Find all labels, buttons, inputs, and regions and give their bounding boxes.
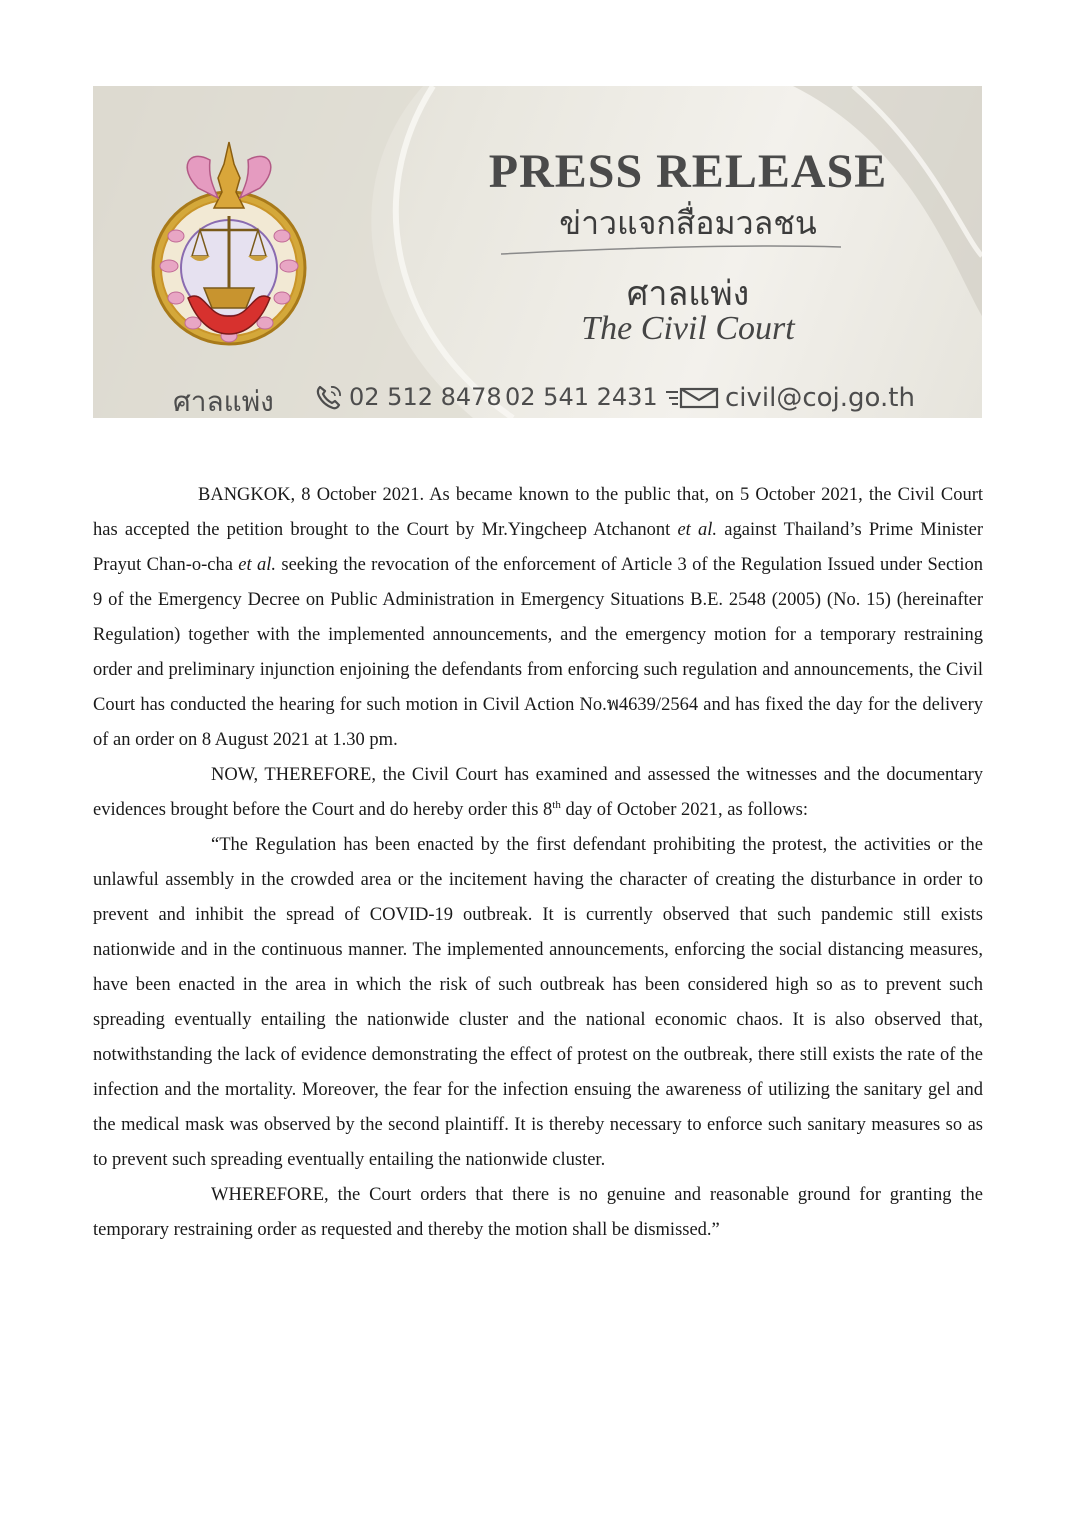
paragraph-1: [93, 478, 983, 758]
press-release-title-thai: ข่าวแจกสื่อมวลชน: [559, 204, 817, 242]
paragraph-2-part-a: NOW, THEREFORE, the Civil Court has examined and assessed the witnesses and the documentary evidences brought before the Court and do hereby order this 8: [93, 765, 983, 820]
paragraph-2: [93, 758, 983, 828]
press-release-title: PRESS RELEASE: [488, 145, 888, 198]
phone-number-1: 02 512 8478: [349, 383, 502, 411]
paragraph-1-part-a: BANGKOK, 8 October 2021. As became known to the public that, on 5 October 2021, the Civil Court has accepted the petition brought to the Court by Mr.Yingcheep Atchanont: [93, 485, 983, 540]
contact-email: civil@coj.go.th: [725, 383, 915, 413]
et-al-1: et al.: [677, 520, 718, 540]
paragraph-2-part-b: day of October 2021, as follows:: [560, 800, 808, 820]
paragraph-1-part-b: against Thailand’s Prime Minister Prayut Chan-o-cha: [93, 520, 983, 575]
title-divider: [501, 244, 841, 256]
paragraph-3-order-quote: “The Regulation has been enacted by the first defendant prohibiting the protest, the activities or the unlawful assembly in the crowded area or the incitement having the character of creating the disturbance in order to prevent and inhibit the spread of COVID-19 outbreak. It is currently observed that such pandemic still exists nationwide and in the continuous manner. The implemented announcements, enforcing the social distancing measures, have been enacted in the area in which the risk of such outbreak has been considered high so as to prevent such spreading eventually entailing the nationwide cluster and the national economic chaos. It is also observed that, notwithstanding the lack of evidence demonstrating the effect of protest on the outbreak, there still exists the rate of the infection and the mortality. Moreover, the fear for the infection ensuing the awareness of utilizing the sanitary gel and the medical mask was observed by the second plaintiff. It is thereby necessary to enforce such sanitary measures so as to prevent such spreading eventually entailing the nationwide cluster.: [93, 835, 983, 1170]
mail-icon: [666, 387, 720, 409]
paragraph-1-part-c: seeking the revocation of the enforcement of Article 3 of the Regulation Issued under Section 9 of the Emergency Decree on Public Administration in Emergency Situations B.E. 2548 (2005) (No. 15) (hereinafter Regulation) together with the implemented announcements, and the emergency motion for a temporary restraining order and preliminary injunction enjoining the defendants from enforcing such regulation and announcements, the Civil Court has conducted the hearing for such motion in Civil Action No.พ4639/2564 and has fixed the day for the delivery of an order on 8 August 2021 at 1.30 pm.: [93, 555, 983, 750]
court-name-english: The Civil Court: [581, 310, 795, 347]
phone-number-2: 02 541 2431: [505, 383, 658, 411]
contact-bar: [93, 380, 982, 418]
press-release-banner: [93, 86, 982, 418]
civil-court-emblem-icon: [148, 138, 310, 360]
paragraph-4-wherefore: WHEREFORE, the Court orders that there is no genuine and reasonable ground for granting the temporary restraining order as requested and thereby the motion shall be dismissed.”: [93, 1185, 983, 1240]
court-name-thai: ศาลแพ่ง: [626, 274, 750, 314]
phone-icon: [315, 384, 343, 410]
et-al-2: et al.: [238, 555, 277, 575]
ordinal-suffix: th: [552, 798, 561, 811]
contact-court-name: ศาลแพ่ง: [173, 385, 274, 418]
press-release-body: [93, 478, 983, 1248]
